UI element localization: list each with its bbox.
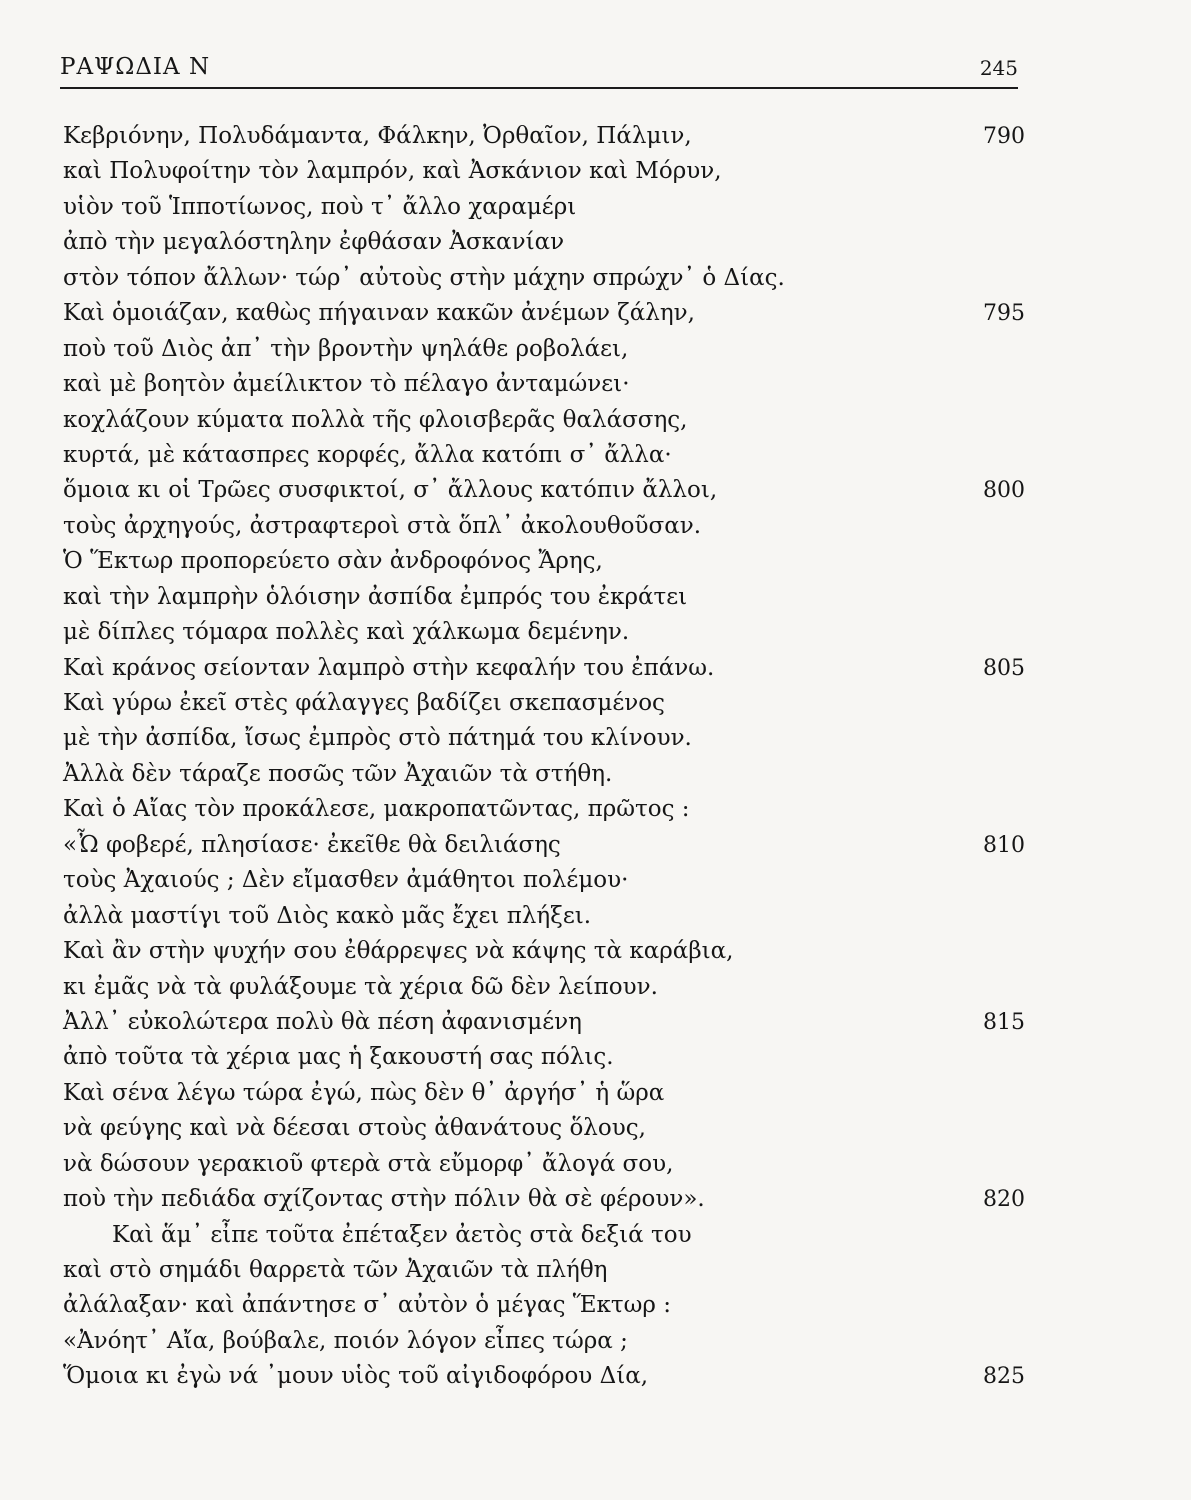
verse-text: Καὶ ὁ Αἴας τὸν προκάλεσε, μακροπατῶντας, πρῶτος : <box>63 796 690 823</box>
running-head <box>60 54 1018 84</box>
verse-text: στὸν τόπον ἄλλων· τώρ᾿ αὐτοὺς στὴν μάχην σπρώχν᾿ ὁ Δίας. <box>63 264 785 291</box>
verse-text: τοὺς Ἀχαιούς ; Δὲν εἴμασθεν ἀμάθητοι πολέμου· <box>63 867 629 894</box>
verse-line <box>0 261 1191 296</box>
verse-line <box>0 1111 1191 1146</box>
verse-line <box>0 1324 1191 1359</box>
verse-line <box>0 1218 1191 1253</box>
line-number: 805 <box>983 655 1025 681</box>
verse-text: Ἀλλ᾿ εὐκολώτερα πολὺ θὰ πέση ἀφανισμένη <box>63 1008 582 1035</box>
line-number: 820 <box>983 1187 1025 1213</box>
verse-line <box>0 863 1191 898</box>
verse-text: ἀλάλαξαν· καὶ ἀπάντησε σ᾿ αὐτὸν ὁ μέγας Ἕκτωρ : <box>63 1292 671 1319</box>
verse-line <box>0 509 1191 544</box>
verse-line <box>0 1147 1191 1182</box>
verse-line <box>0 1253 1191 1288</box>
verse-line <box>0 296 1191 331</box>
page-number: 245 <box>979 56 1018 80</box>
verse-line <box>0 1076 1191 1111</box>
verse-text: Κεβριόνην, Πολυδάμαντα, Φάλκην, Ὀρθαῖον, Πάλμιν, <box>63 123 692 149</box>
verse-line <box>0 438 1191 473</box>
verse-text: κι ἐμᾶς νὰ τὰ φυλάξουμε τὰ χέρια δῶ δὲν λείπουν. <box>63 973 658 1000</box>
verse-block <box>0 119 1191 1395</box>
verse-text: Καὶ κράνος σείονταν λαμπρὸ στὴν κεφαλήν του ἐπάνω. <box>63 654 715 681</box>
verse-text: ἀπὸ τοῦτα τὰ χέρια μας ἡ ξακουστή σας πόλις. <box>63 1044 614 1071</box>
verse-text: καὶ Πολυφοίτην τὸν λαμπρόν, καὶ Ἀσκάνιον καὶ Μόρυν, <box>63 158 722 185</box>
header-rule <box>60 87 1018 89</box>
verse-line <box>0 1288 1191 1323</box>
verse-line <box>0 403 1191 438</box>
verse-line <box>0 934 1191 969</box>
verse-line <box>0 544 1191 579</box>
verse-line <box>0 119 1191 154</box>
verse-line <box>0 1359 1191 1394</box>
verse-text: Ὅμοια κι ἐγὼ νά ᾿μουν υἱὸς τοῦ αἰγιδοφόρου Δία, <box>63 1363 649 1390</box>
line-number: 815 <box>983 1009 1025 1035</box>
verse-text: Ἀλλὰ δὲν τάραζε ποσῶς τῶν Ἀχαιῶν τὰ στήθη. <box>63 760 613 787</box>
line-number: 800 <box>983 478 1025 504</box>
verse-text: «Ἀνόητ᾿ Αἴα, βούβαλε, ποιόν λόγον εἶπες τώρα ; <box>63 1327 628 1354</box>
verse-text: ἀπὸ τὴν μεγαλόστηλην ἐφθάσαν Ἀσκανίαν <box>63 229 565 256</box>
verse-text: κυρτά, μὲ κάτασπρες κορφές, ἄλλα κατόπι σ᾿ ἄλλα· <box>63 441 672 468</box>
verse-text: νὰ φεύγης καὶ νὰ δέεσαι στοὺς ἀθανάτους ὅλους, <box>63 1115 646 1142</box>
verse-line <box>0 1040 1191 1075</box>
verse-line <box>0 367 1191 402</box>
verse-line <box>0 1182 1191 1217</box>
line-number: 790 <box>983 124 1025 149</box>
verse-line <box>0 899 1191 934</box>
verse-line <box>0 828 1191 863</box>
verse-text: μὲ δίπλες τόμαρα πολλὲς καὶ χάλκωμα δεμένην. <box>63 619 630 646</box>
rhapsody-title: ΡΑΨΩΔΙΑ Ν <box>60 54 211 80</box>
verse-line <box>0 651 1191 686</box>
verse-text: Καὶ ἅμ᾿ εἶπε τοῦτα ἐπέταξεν ἀετὸς στὰ δεξιά του <box>112 1221 692 1248</box>
verse-text: μὲ τὴν ἀσπίδα, ἴσως ἐμπρὸς στὸ πάτημά του κλίνουν. <box>63 725 692 752</box>
verse-text: ποὺ τὴν πεδιάδα σχίζοντας στὴν πόλιν θὰ σὲ φέρουν». <box>63 1186 705 1213</box>
verse-line <box>0 792 1191 827</box>
verse-text: καὶ μὲ βοητὸν ἀμείλικτον τὸ πέλαγο ἀνταμώνει· <box>63 371 630 398</box>
verse-line <box>0 757 1191 792</box>
verse-line <box>0 332 1191 367</box>
verse-text: Καὶ σένα λέγω τώρα ἐγώ, πὼς δὲν θ᾿ ἀργήσ᾿ ἡ ὥρα <box>63 1079 665 1106</box>
line-number: 825 <box>983 1364 1025 1390</box>
verse-text: ποὺ τοῦ Διὸς ἀπ᾿ τὴν βροντὴν ψηλάθε ροβολάει, <box>63 335 629 362</box>
verse-line <box>0 225 1191 260</box>
verse-line <box>0 615 1191 650</box>
verse-text: ὅμοια κι οἱ Τρῶες συσφικτοί, σ᾿ ἄλλους κατόπιν ἄλλοι, <box>63 477 718 504</box>
verse-text: καὶ στὸ σημάδι θαρρετὰ τῶν Ἀχαιῶν τὰ πλήθη <box>63 1257 608 1283</box>
verse-text: «Ὦ φοβερέ, πλησίασε· ἐκεῖθε θὰ δειλιάσης <box>63 831 561 858</box>
line-number: 795 <box>983 301 1025 327</box>
verse-text: Καὶ ὁμοιάζαν, καθὼς πήγαιναν κακῶν ἀνέμων ζάλην, <box>63 300 695 327</box>
verse-line <box>0 473 1191 508</box>
line-number: 810 <box>983 832 1025 858</box>
verse-text: ἀλλὰ μαστίγι τοῦ Διὸς κακὸ μᾶς ἔχει πλήξει. <box>63 902 592 929</box>
verse-line <box>0 580 1191 615</box>
verse-text: Ὁ Ἕκτωρ προπορεύετο σὰν ἀνδροφόνος Ἄρης, <box>63 548 603 575</box>
verse-line <box>0 154 1191 189</box>
verse-text: υἱὸν τοῦ Ἱπποτίωνος, ποὺ τ᾿ ἄλλο χαραμέρι <box>63 193 577 220</box>
verse-line <box>0 686 1191 721</box>
verse-line <box>0 721 1191 756</box>
verse-text: τοὺς ἀρχηγούς, ἀστραφτεροὶ στὰ ὅπλ᾿ ἀκολουθοῦσαν. <box>63 512 702 539</box>
verse-line <box>0 970 1191 1005</box>
verse-text: καὶ τὴν λαμπρὴν ὁλόισην ἀσπίδα ἐμπρός του ἐκράτει <box>63 583 688 610</box>
verse-line <box>0 1005 1191 1040</box>
verse-text: κοχλάζουν κύματα πολλὰ τῆς φλοισβερᾶς θαλάσσης, <box>63 406 688 433</box>
verse-text: Καὶ γύρω ἐκεῖ στὲς φάλαγγες βαδίζει σκεπασμένος <box>63 690 665 716</box>
verse-text: Καὶ ἂν στὴν ψυχήν σου ἐθάρρεψες νὰ κάψης τὰ καράβια, <box>63 938 734 965</box>
verse-text: νὰ δώσουν γερακιοῦ φτερὰ στὰ εὔμορφ᾿ ἄλογά σου, <box>63 1150 674 1177</box>
verse-line <box>0 190 1191 225</box>
